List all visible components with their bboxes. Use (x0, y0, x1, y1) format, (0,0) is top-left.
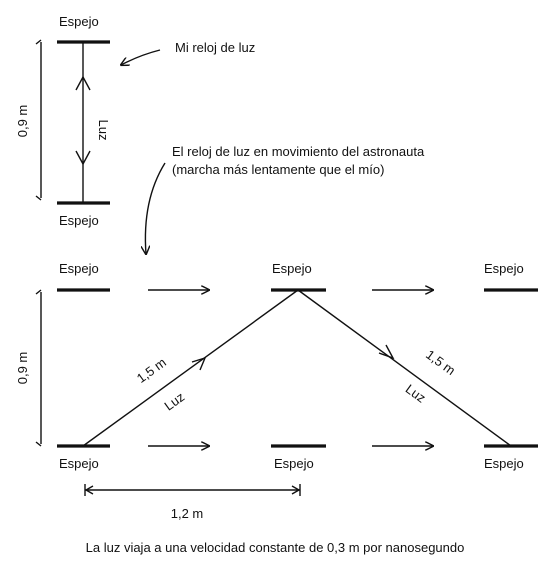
speed-caption: La luz viaja a una velocidad constante de 0,3 m por nanosegundo (85, 540, 465, 555)
mirror-label-moving-bottom-2: Espejo (274, 456, 314, 471)
mirror-label-bottom: Espejo (59, 213, 99, 228)
astronaut-clock-label-line2: (marcha más lentamente que el mío) (172, 162, 385, 177)
height-bracket-top-tick-upper (36, 40, 41, 44)
height-bracket-bottom-tick-upper (36, 290, 41, 294)
mirror-label-top: Espejo (59, 14, 99, 29)
distance-label: 1,2 m (170, 506, 204, 521)
astronaut-clock-label-line1: El reloj de luz en movimiento del astronauta (172, 144, 425, 159)
diagonal-length-label-right: 1,5 m (423, 346, 459, 378)
light-path-diagonal-up (83, 290, 298, 446)
height-bracket-top-tick-lower (36, 196, 41, 200)
mirror-label-moving-top-1: Espejo (59, 261, 99, 276)
height-bracket-bottom-tick-lower (36, 442, 41, 446)
light-label-stationary: Luz (96, 119, 111, 141)
mirror-label-moving-bottom-3: Espejo (484, 456, 524, 471)
light-path-diagonal-down (298, 290, 511, 446)
mirror-label-moving-top-3: Espejo (484, 261, 524, 276)
my-clock-pointer-arrow (121, 50, 160, 65)
height-label-top: 0,9 m (15, 104, 30, 138)
my-clock-label: Mi reloj de luz (175, 40, 256, 55)
light-label-left: Luz (161, 389, 188, 414)
mirror-label-moving-top-2: Espejo (272, 261, 312, 276)
light-label-right: Luz (402, 381, 429, 406)
mirror-label-moving-bottom-1: Espejo (59, 456, 99, 471)
height-label-bottom: 0,9 m (15, 351, 30, 385)
astronaut-pointer-arrow (145, 163, 165, 254)
light-path-up-arrowhead-icon (192, 358, 205, 370)
diagonal-length-label-left: 1,5 m (133, 354, 169, 386)
